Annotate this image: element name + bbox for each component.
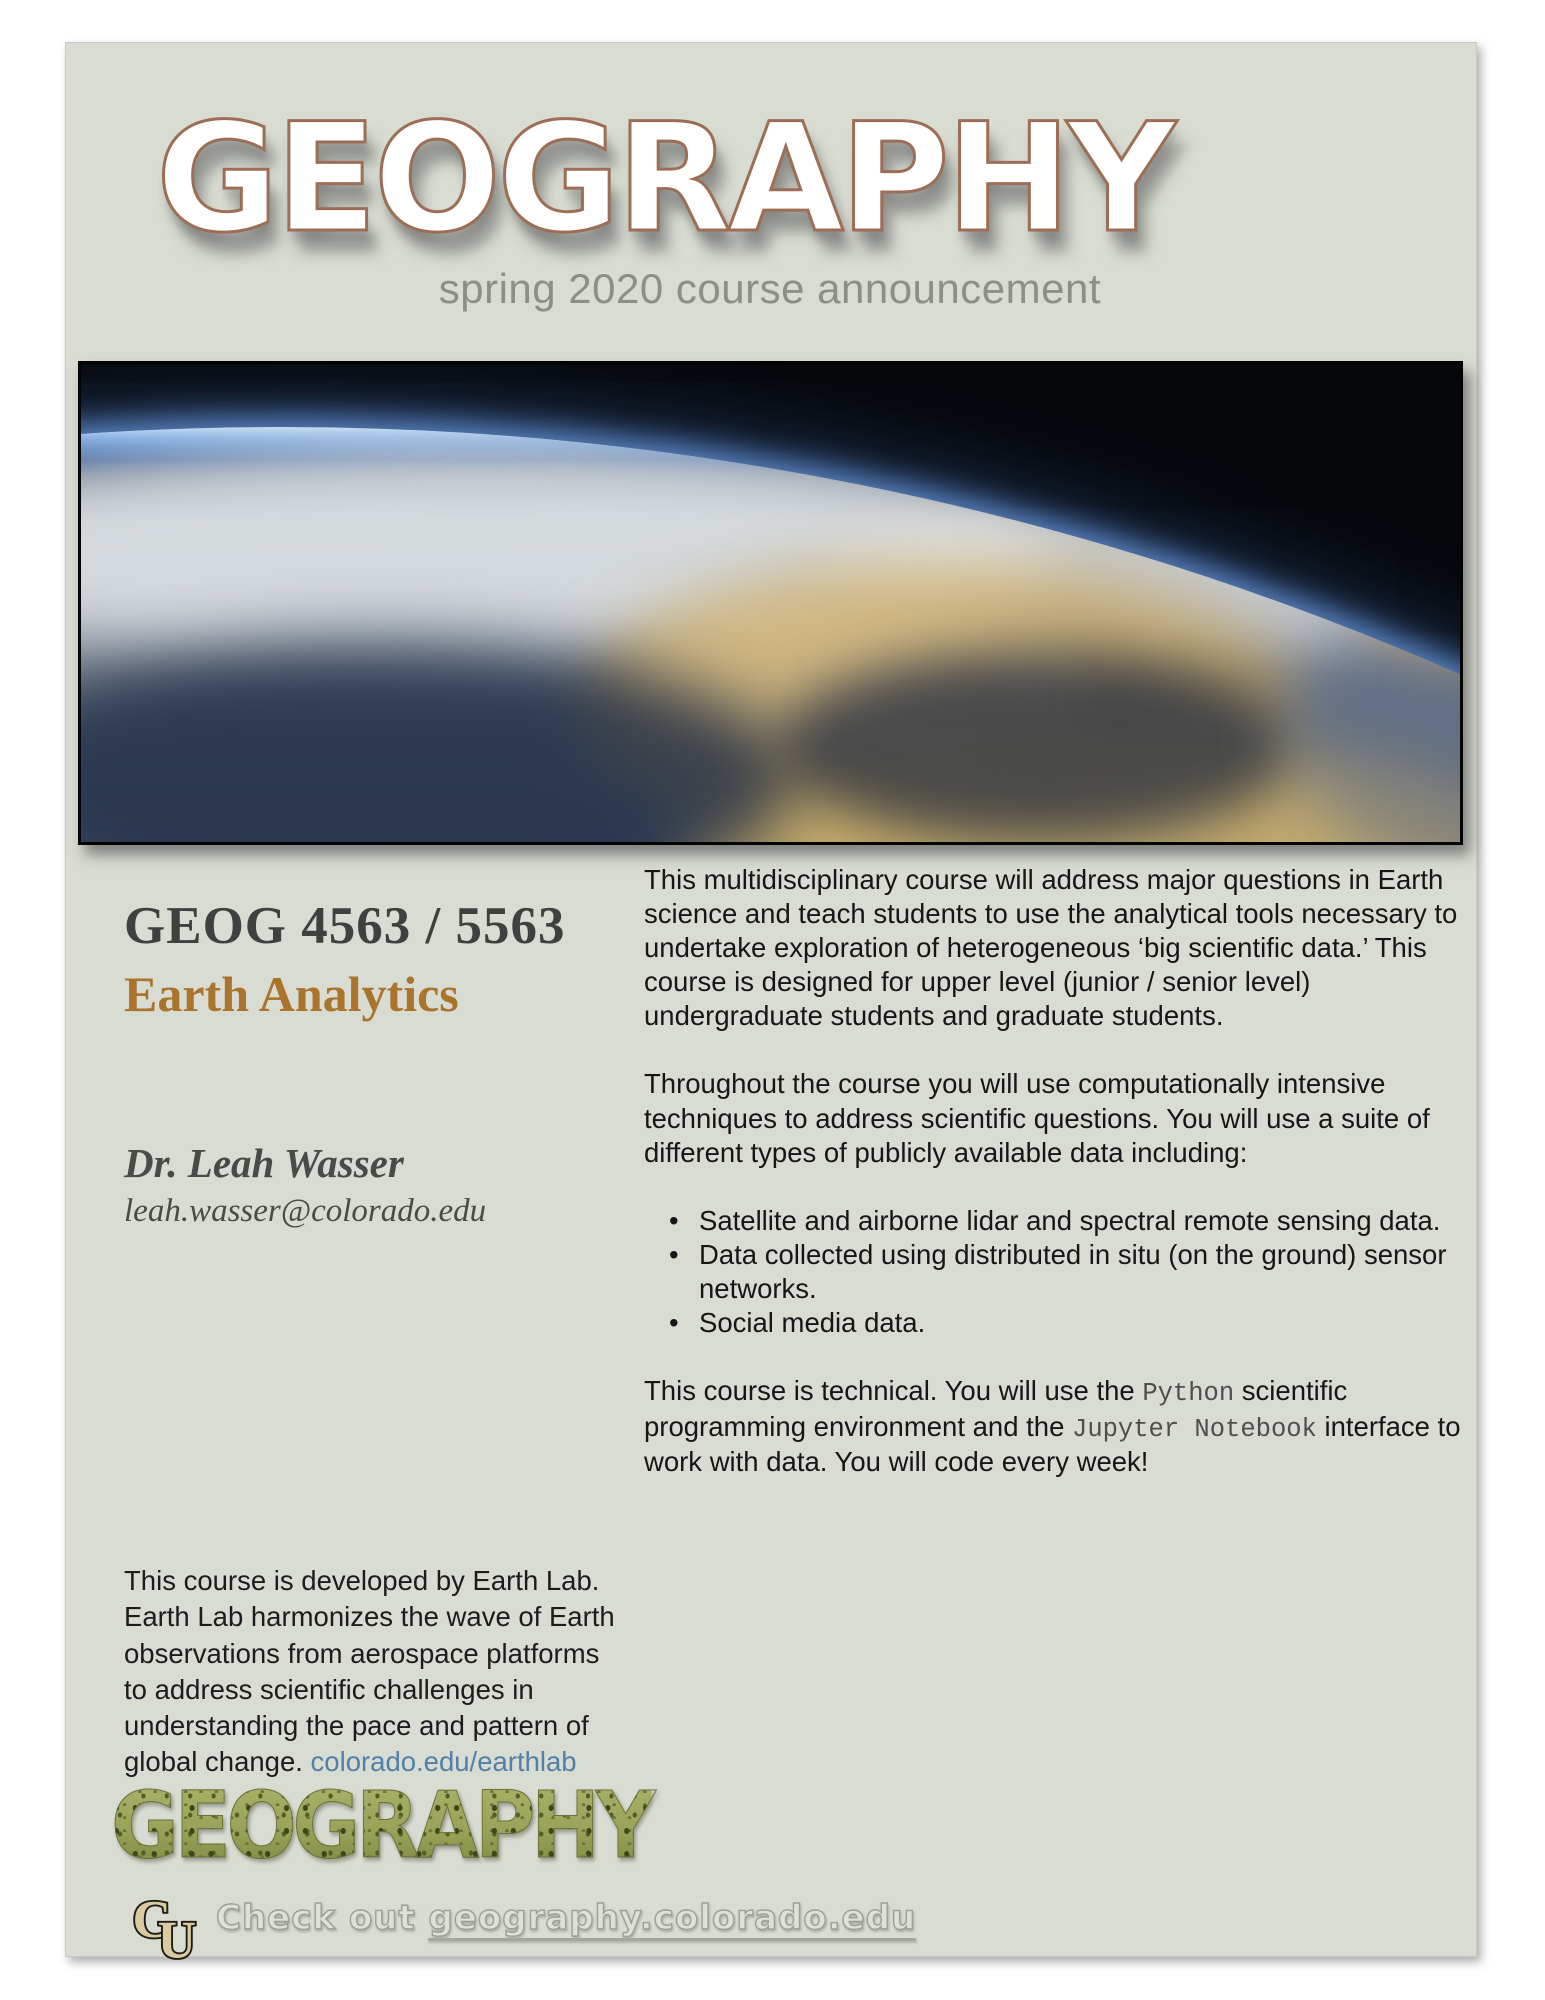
instructor-name: Dr. Leah Wasser [124, 1140, 404, 1186]
geography-site-link[interactable]: geography.colorado.edu [428, 1898, 916, 1941]
check-prefix: Check out [216, 1898, 429, 1938]
python-code-text: Python [1142, 1379, 1235, 1409]
description-paragraph-1: This multidisciplinary course will address major questions in Earth science and teach students to use the analytical tools necessary to undertake exploration of heterogeneous ‘big scientific data.’ This course is designed for upper level (junior / senior level) undergraduate students and graduate students. [644, 864, 1458, 1032]
earthlab-link[interactable]: colorado.edu/earthlab [310, 1746, 577, 1778]
list-item: • Satellite and airborne lidar and spectral remote sensing data. [644, 1204, 1466, 1238]
earthlab-blurb [124, 1563, 616, 1781]
technical-text: This course is technical. You will use the [644, 1375, 1143, 1407]
geography-footer-logo: GEOGRAPHY [111, 1772, 652, 1879]
earth-from-space-photo [78, 361, 1463, 845]
earth-globe-graphic [78, 427, 1463, 845]
footer-check-row [128, 1886, 916, 1968]
earthlab-text: This course is developed by Earth Lab. Earth Lab harmonizes the wave of Earth observations from aerospace platforms to address scientific challenges in understanding the pace and pattern of global change. [124, 1565, 615, 1778]
course-description [644, 863, 1466, 1513]
technical-text: interface to work with data. You will code every week! [644, 1410, 1461, 1478]
dark-cloud-shadow-graphic [776, 652, 1296, 842]
masthead [156, 92, 1172, 313]
data-types-list [644, 1204, 1466, 1340]
footer-check-text [216, 1898, 916, 1938]
page-subtitle: spring 2020 course announcement [438, 264, 1101, 312]
course-code: GEOG 4563 / 5563 [124, 897, 566, 955]
technical-text: scientific programming environment and the [644, 1375, 1348, 1442]
jupyter-code-text: Jupyter Notebook [1072, 1414, 1317, 1444]
svg-text:U: U [157, 1909, 197, 1968]
svg-text:C: C [132, 1888, 171, 1949]
list-item: • Social media data. [644, 1306, 1466, 1340]
description-paragraph-2: Throughout the course you will use computationally intensive techniques to address scientific questions. You will use a suite of different types of publicly available data including: [644, 1068, 1430, 1168]
description-paragraph-3 [644, 1374, 1466, 1479]
page-title: GEOGRAPHY [156, 92, 1172, 266]
flyer-page [65, 42, 1477, 1968]
instructor-email: leah.wasser@colorado.edu [124, 1193, 487, 1229]
course-title: Earth Analytics [124, 966, 459, 1022]
list-item: • Data collected using distributed in situ (on the ground) sensor networks. [644, 1238, 1466, 1306]
cu-buffs-logo-icon [128, 1888, 208, 1968]
